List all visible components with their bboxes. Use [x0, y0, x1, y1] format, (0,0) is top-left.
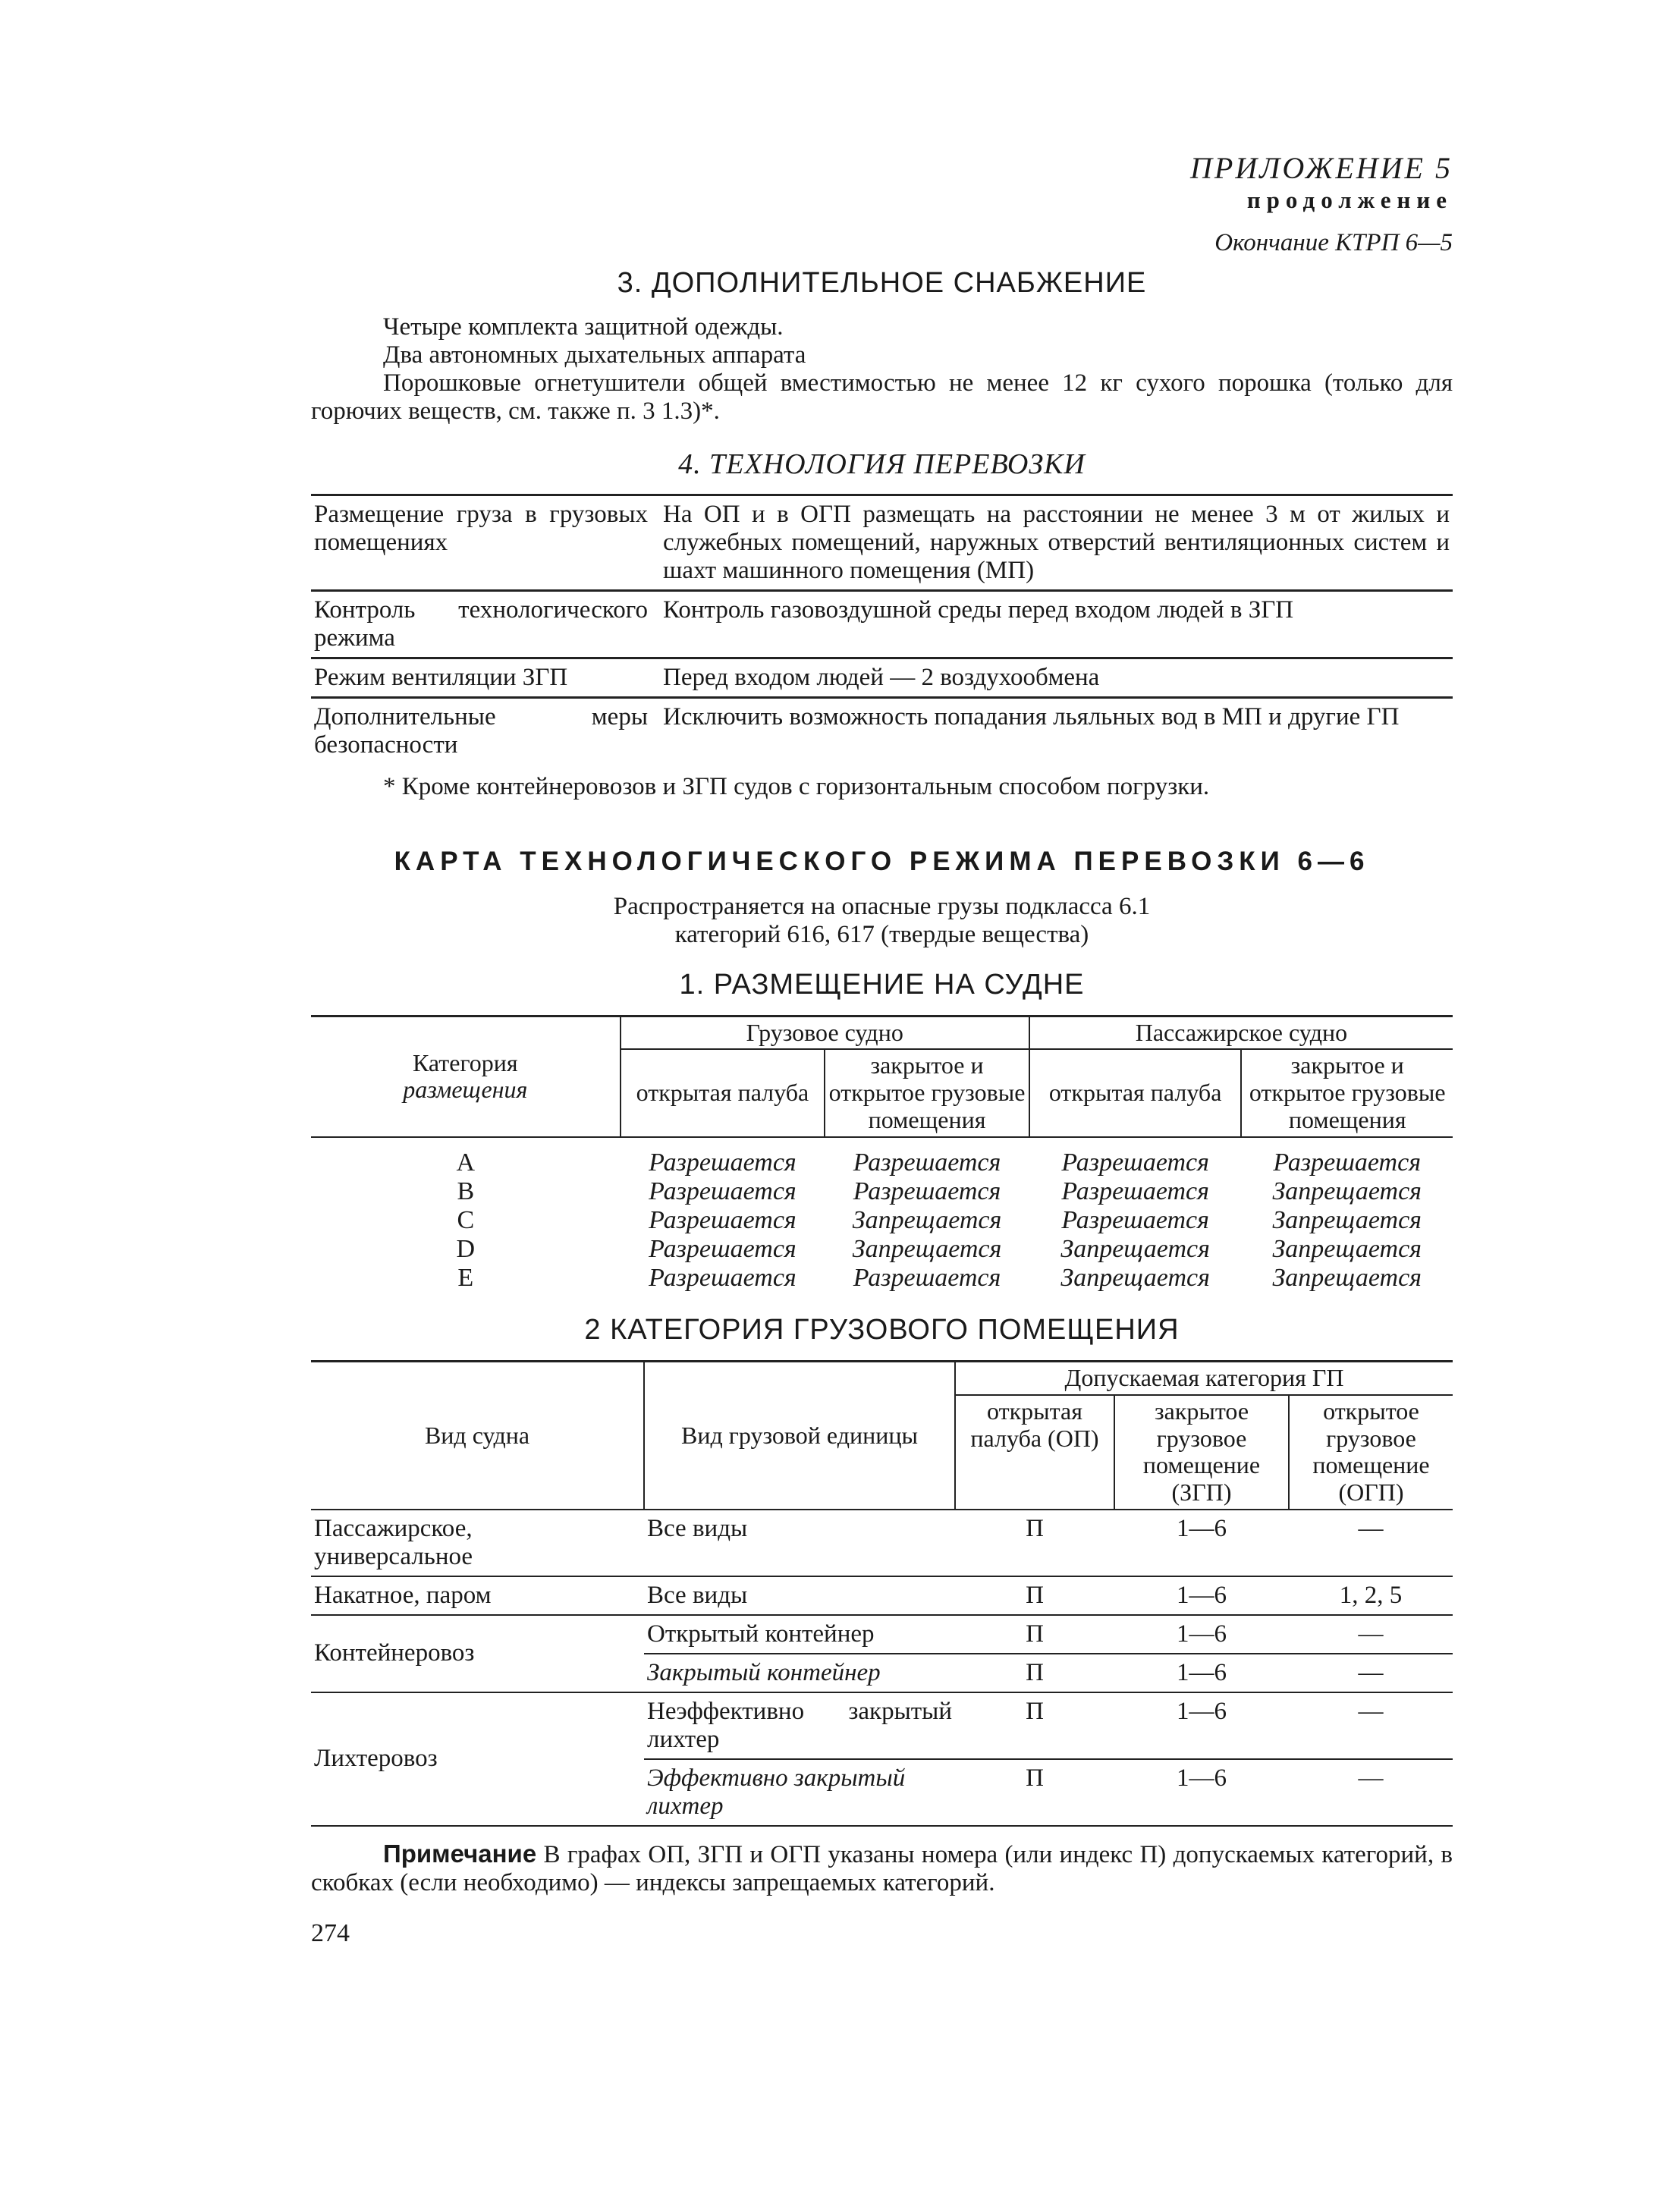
- table-row: [311, 1264, 1453, 1293]
- zgp-cell: 1—6: [1114, 1654, 1289, 1692]
- row-value: Перед входом людей — 2 воздухообмена: [660, 658, 1453, 698]
- ship-cell: Лихтеровоз: [311, 1692, 644, 1826]
- cargo-ship-header: Грузовое судно: [621, 1017, 1029, 1050]
- value-cell: Разрешается: [1061, 1177, 1209, 1205]
- card-scope: [311, 893, 1453, 949]
- open-deck-header: открытая палуба: [621, 1049, 825, 1136]
- value-cell: Разрешается: [853, 1264, 1001, 1293]
- value-cell: Запрещается: [852, 1206, 1002, 1235]
- section3-line: Четыре комплекта защитной одежды.: [383, 313, 784, 341]
- section3-body: [311, 313, 1453, 426]
- ogp-cell: —: [1289, 1615, 1453, 1654]
- row-value: Контроль газовоздушной среды перед входом людей в ЗГП: [660, 591, 1453, 658]
- technology-table: [311, 496, 1453, 764]
- holds-header: закрытое и открытое грузовые помещения: [1241, 1049, 1453, 1136]
- category-cell: D: [456, 1235, 476, 1264]
- table-row: [311, 1206, 1453, 1235]
- table-row: [311, 496, 1453, 590]
- ogp-cell: —: [1289, 1692, 1453, 1759]
- value-cell: Разрешается: [649, 1177, 797, 1205]
- appendix-title: ПРИЛОЖЕНИЕ 5: [1190, 151, 1453, 185]
- zgp-cell: 1—6: [1114, 1510, 1289, 1576]
- section4-title: 4. ТЕХНОЛОГИЯ ПЕРЕВОЗКИ: [678, 448, 1086, 480]
- row-key: Контроль технологического режима: [311, 591, 660, 658]
- section3-line: Два автономных дыхательных аппарата: [383, 341, 806, 369]
- table-row: [311, 591, 1453, 658]
- hold-category-title: 2 КАТЕГОРИЯ ГРУЗОВОГО ПОМЕЩЕНИЯ: [584, 1314, 1180, 1346]
- row-key: Режим вентиляции ЗГП: [311, 658, 660, 698]
- row-key: Дополнительные меры безопасности: [314, 703, 648, 759]
- value-cell: Разрешается: [1273, 1148, 1421, 1177]
- table-row: [311, 1576, 1453, 1615]
- placement-table: [311, 1017, 1453, 1293]
- value-cell: Разрешается: [853, 1148, 1001, 1177]
- op-header: открытая палуба (ОП): [955, 1395, 1114, 1510]
- zgp-cell: 1—6: [1114, 1615, 1289, 1654]
- value-cell: Разрешается: [649, 1264, 797, 1293]
- value-cell: Запрещается: [1272, 1177, 1422, 1205]
- value-cell: Запрещается: [1272, 1264, 1422, 1293]
- unit-cell: Неэффективно закрытый лихтер: [644, 1692, 955, 1759]
- table-row: [311, 658, 1453, 698]
- unit-cell: Все виды: [644, 1576, 955, 1615]
- table-row: [311, 1177, 1453, 1206]
- row-value: Исключить возможность попадания льяльных вод в МП и другие ГП: [663, 703, 1400, 731]
- card-title: КАРТА ТЕХНОЛОГИЧЕСКОГО РЕЖИМА ПЕРЕВОЗКИ 6—6: [394, 846, 1370, 876]
- value-cell: Разрешается: [1061, 1206, 1209, 1235]
- op-cell: П: [955, 1759, 1114, 1826]
- page-number: 274: [311, 1919, 350, 1948]
- header-row: [311, 1017, 1453, 1050]
- note-text: В графах ОП, ЗГП и ОГП указаны номера (или индекс П) допускаемых категорий, в скобках (если необходимо) — индексы запрещаемых категорий.: [311, 1840, 1453, 1896]
- allowed-category-header: Допускаемая категория ГП: [955, 1362, 1453, 1395]
- ship-cell: Пассажирское, универсальное: [311, 1510, 644, 1576]
- value-cell: Запрещается: [1060, 1235, 1210, 1264]
- note: [311, 1840, 1453, 1897]
- zgp-cell: 1—6: [1114, 1576, 1289, 1615]
- value-cell: Разрешается: [853, 1177, 1001, 1205]
- hold-category-table: [311, 1362, 1453, 1827]
- table-row: [311, 1235, 1453, 1264]
- section3-line: Порошковые огнетушители общей вместимостью не менее 12 кг сухого порошка (только для горючих веществ, см. также п. 3 1.3)*.: [311, 369, 1453, 425]
- value-cell: Разрешается: [649, 1206, 797, 1235]
- row-value: На ОП и в ОГП размещать на расстоянии не менее 3 м от жилых и служебных помещений, наружных отверстий вентиляционных систем и шахт машинного помещения (МП): [660, 496, 1453, 590]
- scope-line: Распространяется на опасные грузы подкласса 6.1: [613, 893, 1151, 921]
- zgp-cell: 1—6: [1114, 1759, 1289, 1826]
- category-header-line1: Категория: [412, 1049, 518, 1077]
- table-row: [311, 1510, 1453, 1576]
- unit-type-header: Вид грузовой единицы: [644, 1362, 955, 1510]
- ship-cell: Контейнеровоз: [311, 1615, 644, 1692]
- ogp-cell: —: [1289, 1510, 1453, 1576]
- value-cell: Запрещается: [852, 1235, 1002, 1264]
- op-cell: П: [955, 1615, 1114, 1654]
- footnote: * Кроме контейнеровозов и ЗГП судов с горизонтальным способом погрузки.: [383, 773, 1210, 800]
- category-cell: C: [457, 1206, 475, 1235]
- category-cell: E: [457, 1264, 474, 1293]
- category-header: [311, 1017, 621, 1137]
- zgp-cell: 1—6: [1114, 1692, 1289, 1759]
- ogp-cell: 1, 2, 5: [1289, 1576, 1453, 1615]
- document-page: [311, 152, 1453, 1949]
- note-label: Примечание: [383, 1839, 537, 1868]
- table-row: [311, 698, 1453, 764]
- category-cell: B: [457, 1177, 475, 1205]
- unit-cell: Все виды: [644, 1510, 955, 1576]
- unit-cell: Открытый контейнер: [644, 1615, 955, 1654]
- table-row: [311, 1137, 1453, 1177]
- section3-title: 3. ДОПОЛНИТЕЛЬНОЕ СНАБЖЕНИЕ: [617, 267, 1147, 300]
- table-row: [311, 1692, 1453, 1759]
- value-cell: Запрещается: [1272, 1235, 1422, 1264]
- header-row: [311, 1362, 1453, 1395]
- ogp-cell: —: [1289, 1759, 1453, 1826]
- passenger-ship-header: Пассажирское судно: [1029, 1017, 1453, 1050]
- value-cell: Разрешается: [1061, 1148, 1209, 1177]
- zgp-header: закрытое грузовое помещение (ЗГП): [1114, 1395, 1289, 1510]
- row-key: Размещение груза в грузовых помещениях: [311, 496, 660, 590]
- ship-type-header: Вид судна: [311, 1362, 644, 1510]
- op-cell: П: [955, 1576, 1114, 1615]
- op-cell: П: [955, 1692, 1114, 1759]
- ship-cell: Накатное, паром: [311, 1576, 644, 1615]
- op-cell: П: [955, 1654, 1114, 1692]
- placement-title: 1. РАЗМЕЩЕНИЕ НА СУДНЕ: [679, 969, 1085, 1001]
- ogp-cell: —: [1289, 1654, 1453, 1692]
- value-cell: Запрещается: [1060, 1264, 1210, 1293]
- holds-header: закрытое и открытое грузовые помещения: [825, 1049, 1029, 1136]
- category-cell: A: [456, 1148, 476, 1177]
- category-header-line2: размещения: [403, 1076, 528, 1104]
- unit-cell: Эффективно закрытый лихтер: [644, 1759, 955, 1826]
- unit-cell: Закрытый контейнер: [644, 1654, 955, 1692]
- open-deck-header: открытая палуба: [1029, 1049, 1242, 1136]
- scope-line: категорий 616, 617 (твердые вещества): [674, 921, 1089, 949]
- card-end-label: Окончание КТРП 6—5: [1214, 228, 1453, 256]
- ogp-header: открытое грузовое помещение (ОГП): [1289, 1395, 1453, 1510]
- op-cell: П: [955, 1510, 1114, 1576]
- value-cell: Запрещается: [1272, 1206, 1422, 1235]
- table-row: [311, 1615, 1453, 1654]
- value-cell: Разрешается: [649, 1235, 797, 1264]
- appendix-continued: продолжение: [1246, 186, 1453, 213]
- value-cell: Разрешается: [649, 1148, 797, 1177]
